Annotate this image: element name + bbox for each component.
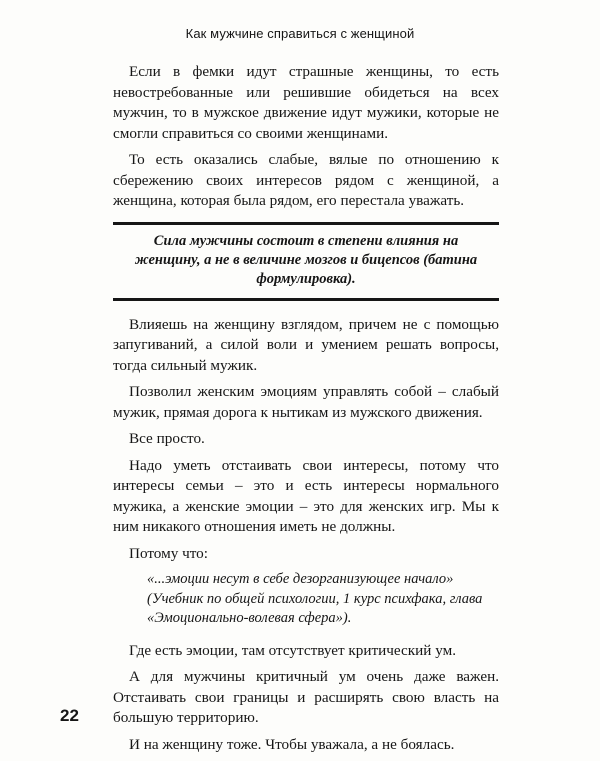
paragraph: То есть оказались слабые, вялые по отношению к сбережению своих интересов рядом с женщиной, а женщина, которая была рядом, его перестала уважать. — [113, 151, 499, 209]
textbook-citation: «...эмоции несут в себе дезорганизующее начало» (Учебник по общей психологии, 1 курс психфака, глава «Эмоционально-волевая сфера»). — [147, 571, 483, 626]
paragraph: Все просто. — [129, 430, 205, 447]
quote-bottom-rule — [113, 298, 499, 301]
paragraph: Влияешь на женщину взглядом, причем не с помощью запугиваний, а силой воли и умением решать вопросы, тогда сильный мужик. — [113, 315, 499, 374]
paragraph: И на женщину тоже. Чтобы уважала, а не боялась. — [129, 735, 455, 753]
body-text — [113, 62, 499, 761]
running-head: Как мужчине справиться с женщиной — [185, 26, 415, 41]
highlight-quote: Сила мужчины состоит в степени влияния на женщину, а не в величине мозгов и бицепсов (батина формулировка). — [134, 232, 478, 287]
paragraph: А для мужчины критичный ум очень даже важен. Отстаивать свои границы и расширять свою власть на большую территорию. — [113, 668, 499, 726]
highlight-quote-block — [113, 222, 499, 301]
paragraph: Если в фемки идут страшные женщины, то есть невостребованные или решившие обидеться на всех мужчин, то в мужское движение идут мужики, которые не смогли справиться со своими женщинами. — [113, 63, 499, 142]
paragraph: Надо уметь отстаивать свои интересы, потому что интересы семьи – это и есть интересы нормального мужика, а женские эмоции – это для женских игр. Мы к ним никакого отношения иметь не должны. — [113, 456, 499, 535]
paragraph: Где есть эмоции, там отсутствует критический ум. — [129, 641, 457, 659]
paragraph: Потому что: — [129, 544, 208, 562]
page-number: 22 — [60, 706, 79, 725]
paragraph: Позволил женским эмоциям управлять собой – слабый мужик, прямая дорога к нытикам из мужского движения. — [113, 383, 499, 421]
